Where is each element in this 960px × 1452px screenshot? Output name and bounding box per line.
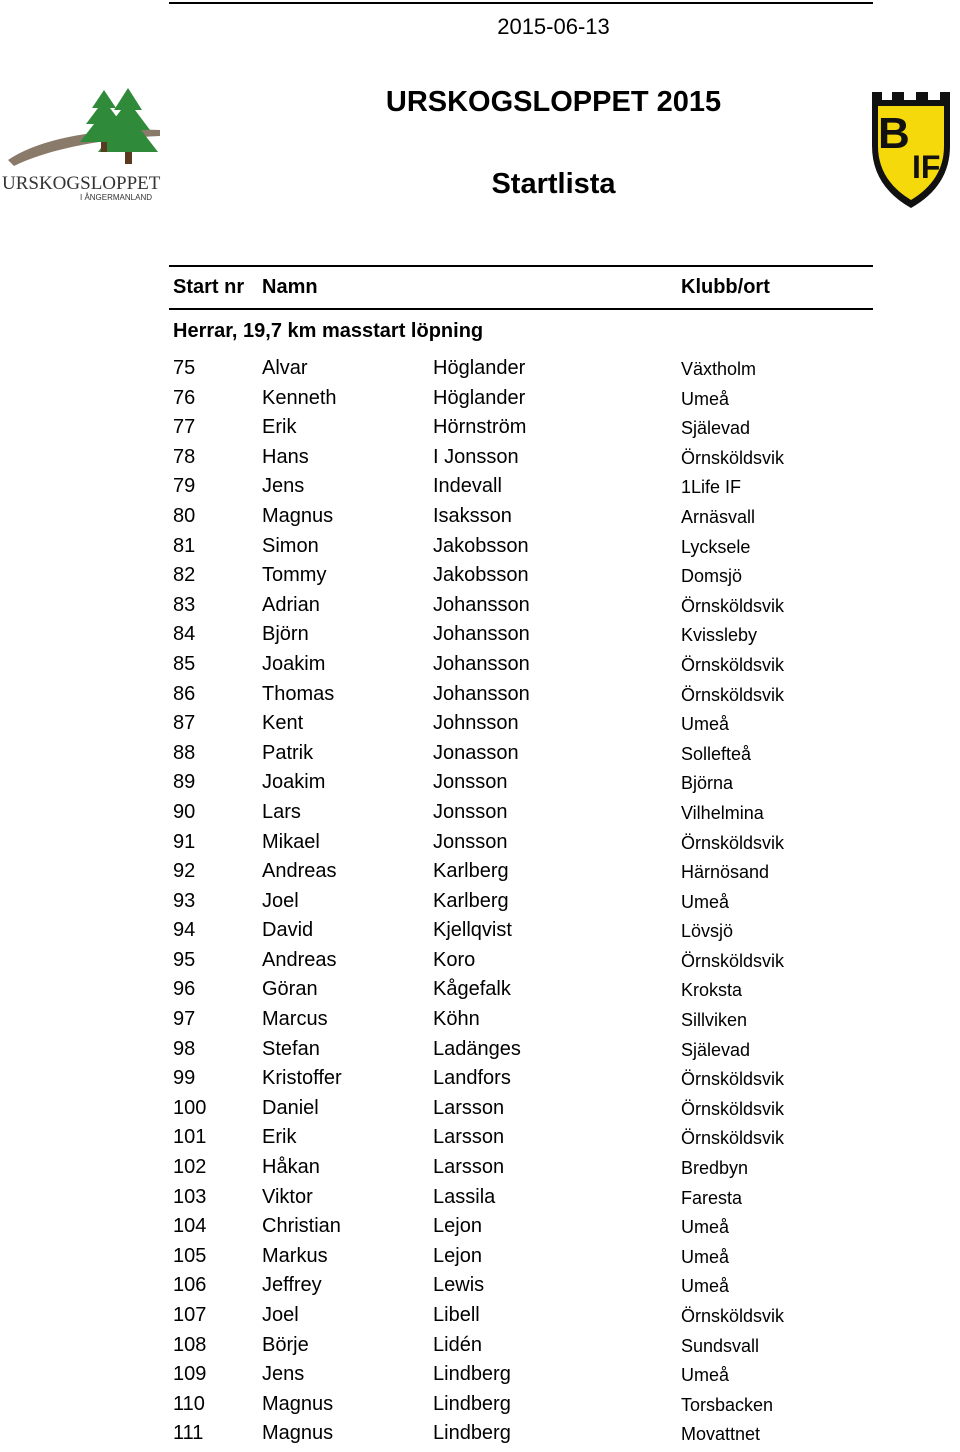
table-row xyxy=(0,1126,960,1156)
table-row xyxy=(0,535,960,565)
club: Movattnet xyxy=(681,1424,761,1445)
table-row xyxy=(0,564,960,594)
first-name: Adrian xyxy=(262,593,320,616)
first-name: Börje xyxy=(262,1333,309,1356)
first-name: Tommy xyxy=(262,564,327,587)
last-name: Libell xyxy=(433,1304,480,1326)
last-name: Johansson xyxy=(433,623,530,646)
table-row xyxy=(0,1038,960,1068)
table-row xyxy=(0,357,960,387)
last-name: Koro xyxy=(433,948,476,971)
start-number: 75 xyxy=(173,357,196,379)
start-number: 90 xyxy=(173,800,196,823)
club: Härnösand xyxy=(681,862,770,883)
club: 1Life IF xyxy=(681,477,742,498)
club: Björna xyxy=(681,773,734,794)
last-name: Lindberg xyxy=(433,1422,511,1445)
club: Umeå xyxy=(681,1217,730,1238)
start-number: 89 xyxy=(173,771,196,794)
start-number: 78 xyxy=(173,445,196,468)
first-name: Jeffrey xyxy=(262,1274,322,1297)
club: Umeå xyxy=(681,1276,730,1297)
last-name: Johansson xyxy=(433,682,530,705)
club: Umeå xyxy=(681,891,730,912)
start-number: 109 xyxy=(173,1363,207,1386)
first-name: Håkan xyxy=(262,1156,320,1179)
top-rule xyxy=(169,2,873,4)
last-name: Kågefalk xyxy=(433,978,511,1001)
start-number: 79 xyxy=(173,475,196,498)
last-name: Jonasson xyxy=(433,741,519,764)
table-row xyxy=(0,1274,960,1304)
last-name: Höglander xyxy=(433,357,526,379)
table-row xyxy=(0,1422,960,1452)
club: Umeå xyxy=(681,388,730,409)
table-row xyxy=(0,742,960,772)
club: Bredbyn xyxy=(681,1158,749,1179)
last-name: Isaksson xyxy=(433,504,512,527)
club: Faresta xyxy=(681,1187,743,1208)
start-number: 102 xyxy=(173,1156,207,1179)
start-number: 99 xyxy=(173,1067,196,1090)
last-name: Larsson xyxy=(433,1126,505,1149)
last-name: Lindberg xyxy=(433,1392,511,1415)
table-row xyxy=(0,446,960,476)
first-name: Joakim xyxy=(262,771,326,794)
urskogsloppet-logo xyxy=(0,88,185,206)
table-row xyxy=(0,1334,960,1364)
table-row xyxy=(0,890,960,920)
start-number: 110 xyxy=(173,1392,205,1415)
last-name: Jonsson xyxy=(433,830,508,853)
first-name: Magnus xyxy=(262,1392,334,1415)
start-number: 100 xyxy=(173,1096,207,1119)
first-name: Christian xyxy=(262,1215,341,1238)
last-name: Lidén xyxy=(433,1333,482,1356)
first-name: Magnus xyxy=(262,504,334,527)
last-name: Larsson xyxy=(433,1096,505,1119)
club: Kroksta xyxy=(681,980,743,1001)
start-number: 82 xyxy=(173,564,196,587)
club: Kvissleby xyxy=(681,625,758,646)
table-row xyxy=(0,683,960,713)
club: Sundsvall xyxy=(681,1335,760,1356)
club: Vilhelmina xyxy=(681,802,764,823)
bif-logo xyxy=(868,86,954,210)
last-name: Lindberg xyxy=(433,1363,511,1386)
club: Örnsköldsvik xyxy=(681,595,785,616)
club: Umeå xyxy=(681,1246,730,1267)
table-row xyxy=(0,1363,960,1393)
last-name: Jakobsson xyxy=(433,564,529,587)
start-number: 85 xyxy=(173,652,196,675)
first-name: Joakim xyxy=(262,652,326,675)
last-name: Hörnström xyxy=(433,416,527,439)
last-name: Johansson xyxy=(433,652,530,675)
first-name: Erik xyxy=(262,416,297,439)
start-number: 86 xyxy=(173,682,196,705)
club: Örnsköldsvik xyxy=(681,1306,785,1326)
page-title: URSKOGSLOPPET 2015 xyxy=(385,86,722,118)
table-row xyxy=(0,594,960,624)
last-name: Landfors xyxy=(433,1067,511,1090)
last-name: Jakobsson xyxy=(433,534,529,557)
table-row xyxy=(0,1215,960,1245)
club: Umeå xyxy=(681,714,730,735)
svg-text:B: B xyxy=(878,109,910,158)
table-row xyxy=(0,1245,960,1275)
last-name: Jonsson xyxy=(433,800,508,823)
last-name: Lejon xyxy=(433,1244,482,1267)
start-number: 107 xyxy=(173,1304,207,1326)
first-name: Erik xyxy=(262,1126,297,1149)
last-name: Karlberg xyxy=(433,860,509,883)
start-number: 81 xyxy=(173,534,196,557)
club: Arnäsvall xyxy=(681,506,756,527)
start-number: 101 xyxy=(173,1126,207,1149)
start-number: 80 xyxy=(173,504,196,527)
first-name: Stefan xyxy=(262,1037,320,1060)
first-name: Simon xyxy=(262,534,319,557)
first-name: Lars xyxy=(262,800,301,823)
first-name: Hans xyxy=(262,445,309,468)
first-name: Jens xyxy=(262,1363,305,1386)
start-number: 94 xyxy=(173,919,196,942)
table-row xyxy=(0,831,960,861)
start-number: 91 xyxy=(173,830,196,853)
first-name: Andreas xyxy=(262,948,337,971)
last-name: Indevall xyxy=(433,475,502,498)
page-date: 2015-06-13 xyxy=(497,14,610,39)
first-name: Alvar xyxy=(262,357,308,379)
start-number: 108 xyxy=(173,1333,207,1356)
start-number: 93 xyxy=(173,889,196,912)
table-row xyxy=(0,919,960,949)
first-name: Kristoffer xyxy=(262,1067,342,1090)
table-row xyxy=(0,505,960,535)
first-name: Patrik xyxy=(262,741,314,764)
start-number: 83 xyxy=(173,593,196,616)
first-name: Björn xyxy=(262,623,309,646)
table-row xyxy=(0,1156,960,1186)
startlist-table xyxy=(0,357,960,1452)
last-name: Ladänges xyxy=(433,1037,521,1060)
first-name: Mikael xyxy=(262,830,320,853)
start-number: 76 xyxy=(173,386,196,409)
header-rule-top xyxy=(169,265,873,267)
last-name: Johansson xyxy=(433,593,530,616)
start-number: 104 xyxy=(173,1215,207,1238)
column-header-club: Klubb/ort xyxy=(681,276,770,298)
club: Lycksele xyxy=(681,536,751,557)
first-name: David xyxy=(262,919,314,942)
first-name: Markus xyxy=(262,1244,328,1267)
first-name: Marcus xyxy=(262,1008,328,1031)
start-number: 96 xyxy=(173,978,196,1001)
club: Själevad xyxy=(681,418,751,439)
first-name: Kenneth xyxy=(262,386,337,409)
last-name: Kjellqvist xyxy=(433,919,512,942)
club: Örnsköldsvik xyxy=(681,447,785,468)
club: Örnsköldsvik xyxy=(681,684,785,705)
table-row xyxy=(0,801,960,831)
start-number: 111 xyxy=(173,1422,204,1445)
club: Örnsköldsvik xyxy=(681,654,785,675)
last-name: Johnsson xyxy=(433,712,519,735)
table-row xyxy=(0,1067,960,1097)
last-name: Karlberg xyxy=(433,889,509,912)
last-name: Jonsson xyxy=(433,771,508,794)
table-row xyxy=(0,1097,960,1127)
table-row xyxy=(0,1393,960,1423)
table-row xyxy=(0,475,960,505)
column-header-start-nr: Start nr xyxy=(173,276,245,298)
table-row xyxy=(0,1186,960,1216)
club: Torsbacken xyxy=(681,1394,774,1415)
first-name: Kent xyxy=(262,712,304,735)
svg-text:IF: IF xyxy=(912,149,941,185)
page-subtitle: Startlista xyxy=(491,168,616,200)
club: Domsjö xyxy=(681,566,743,587)
table-row xyxy=(0,1304,960,1334)
first-name: Göran xyxy=(262,978,318,1001)
start-number: 103 xyxy=(173,1185,207,1208)
logo-left-text: URSKOGSLOPPET xyxy=(2,173,161,194)
start-number: 98 xyxy=(173,1037,196,1060)
start-number: 97 xyxy=(173,1008,196,1031)
club: Sillviken xyxy=(681,1010,748,1031)
first-name: Andreas xyxy=(262,860,337,883)
club: Växtholm xyxy=(681,359,757,379)
first-name: Thomas xyxy=(262,682,335,705)
start-number: 77 xyxy=(173,416,196,439)
table-row xyxy=(0,978,960,1008)
club: Själevad xyxy=(681,1039,751,1060)
last-name: Köhn xyxy=(433,1008,480,1031)
first-name: Jens xyxy=(262,475,305,498)
start-number: 106 xyxy=(173,1274,207,1297)
club: Örnsköldsvik xyxy=(681,950,785,971)
club: Örnsköldsvik xyxy=(681,1069,785,1090)
logo-left-subtext: I ÅNGERMANLAND xyxy=(80,193,153,202)
start-number: 88 xyxy=(173,741,196,764)
last-name: Lewis xyxy=(433,1274,485,1297)
table-row xyxy=(0,771,960,801)
last-name: Höglander xyxy=(433,386,526,409)
table-row xyxy=(0,653,960,683)
last-name: Lejon xyxy=(433,1215,482,1238)
first-name: Magnus xyxy=(262,1422,334,1445)
header-rule-bottom xyxy=(169,308,873,310)
column-header-name: Namn xyxy=(262,276,318,298)
first-name: Joel xyxy=(262,889,299,912)
last-name: I Jonsson xyxy=(433,445,519,468)
first-name: Joel xyxy=(262,1304,299,1326)
table-row xyxy=(0,416,960,446)
first-name: Daniel xyxy=(262,1096,319,1119)
start-number: 84 xyxy=(173,623,196,646)
club: Sollefteå xyxy=(681,743,752,764)
start-number: 92 xyxy=(173,860,196,883)
last-name: Larsson xyxy=(433,1156,505,1179)
table-row xyxy=(0,949,960,979)
club: Örnsköldsvik xyxy=(681,1098,785,1119)
last-name: Lassila xyxy=(433,1185,496,1208)
club: Örnsköldsvik xyxy=(681,832,785,853)
table-row xyxy=(0,860,960,890)
table-row xyxy=(0,623,960,653)
start-number: 95 xyxy=(173,948,196,971)
first-name: Viktor xyxy=(262,1185,313,1208)
table-row xyxy=(0,387,960,417)
start-number: 87 xyxy=(173,712,196,735)
section-heading: Herrar, 19,7 km masstart löpning xyxy=(173,320,484,342)
table-row xyxy=(0,712,960,742)
table-row xyxy=(0,1008,960,1038)
start-number: 105 xyxy=(173,1244,207,1267)
club: Örnsköldsvik xyxy=(681,1128,785,1149)
club: Umeå xyxy=(681,1365,730,1386)
club: Lövsjö xyxy=(681,921,734,942)
